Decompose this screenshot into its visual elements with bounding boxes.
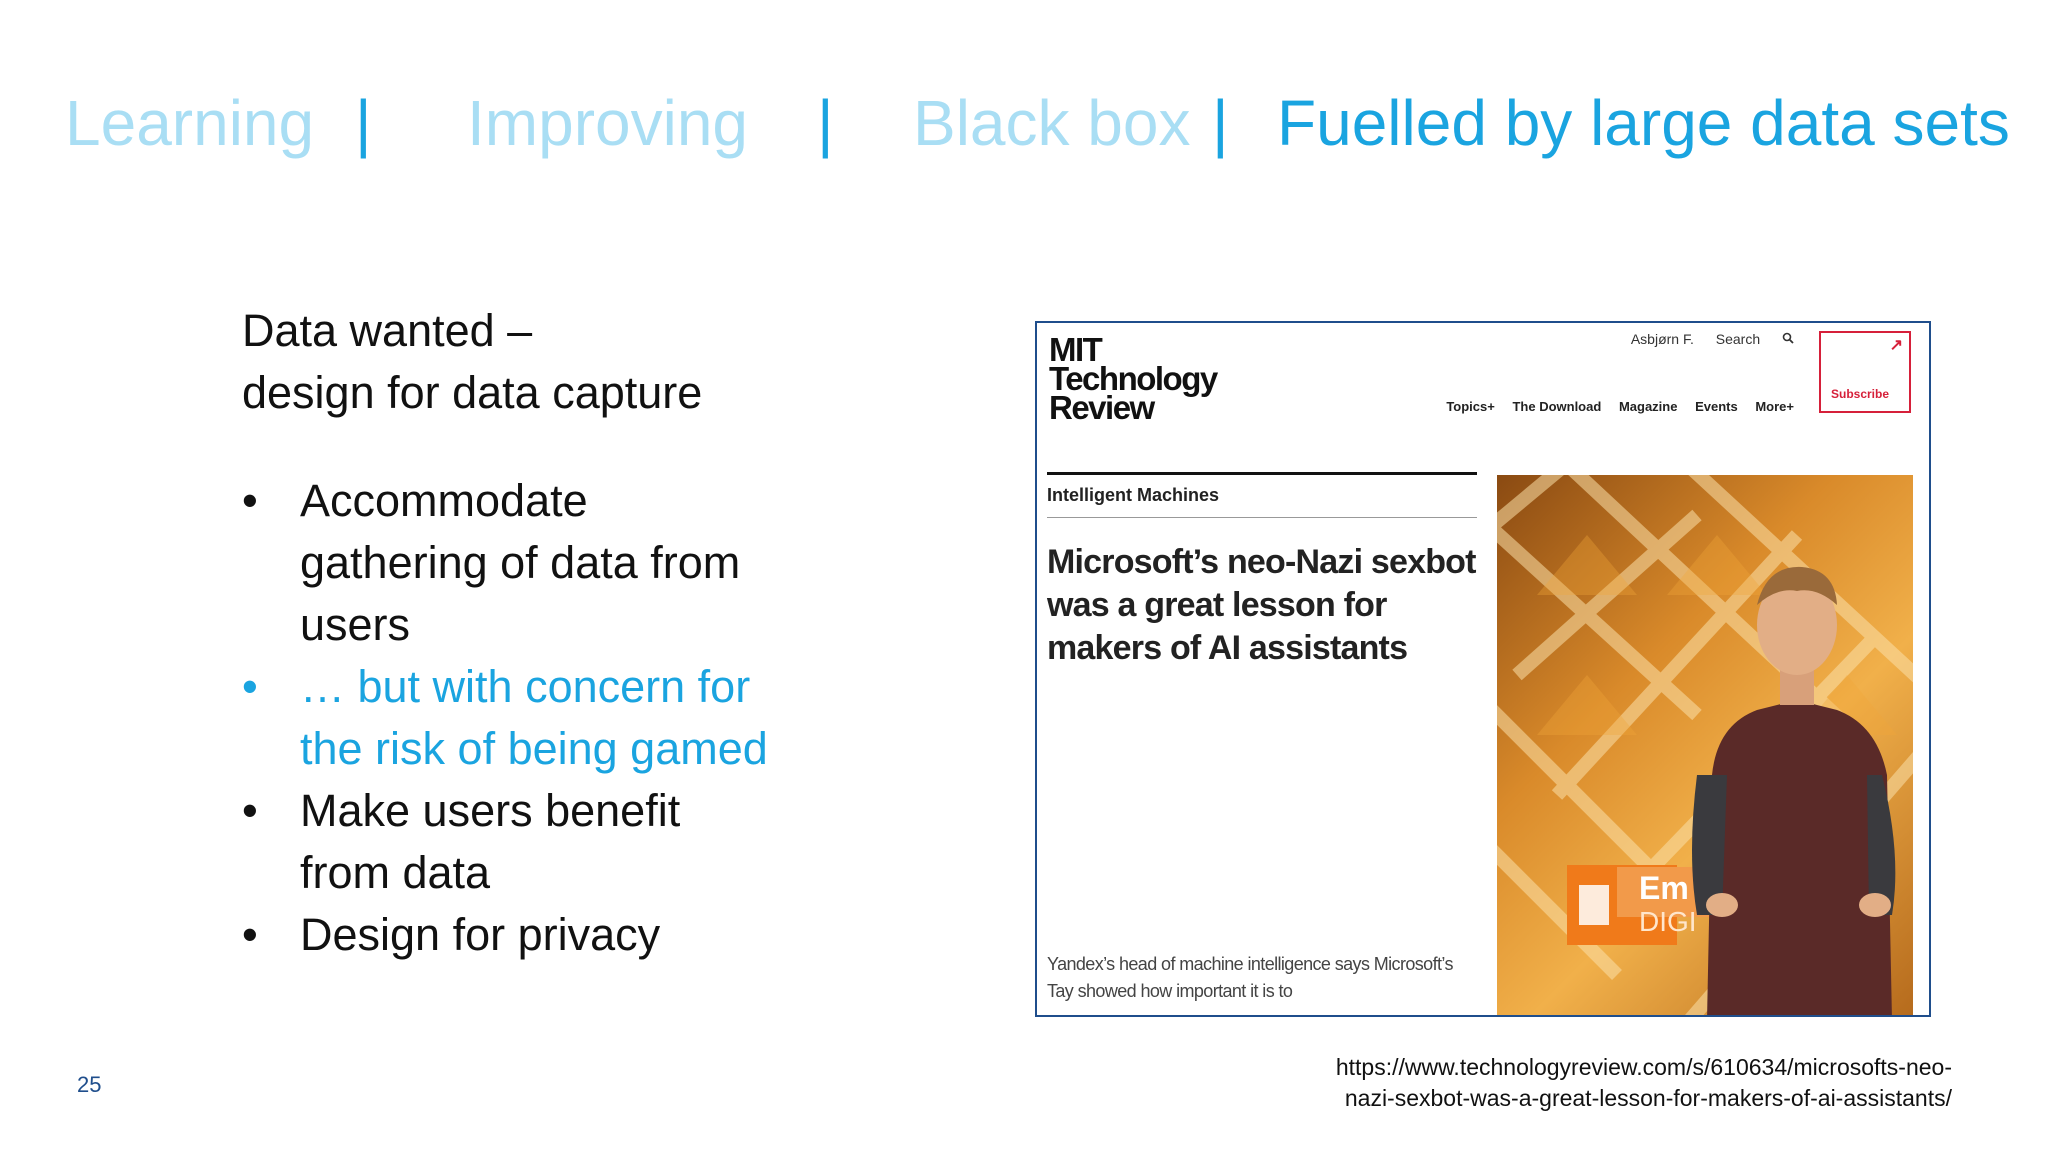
account-link[interactable]: Asbjørn F.: [1630, 331, 1694, 347]
mit-technology-review-logo: [1049, 331, 1217, 426]
arrow-up-right-icon: ↗: [1889, 337, 1903, 354]
header-item-fuelled-by-data: Fuelled by large data sets: [1277, 87, 2010, 159]
search-link[interactable]: Search: [1715, 331, 1761, 347]
stage-lattice-illustration: [1497, 475, 1913, 1017]
bullet-item: [242, 904, 782, 966]
bullet-text: … but with concern for the risk of being gamed: [300, 661, 768, 774]
photo-sign-subtext: DIGI: [1639, 906, 1697, 937]
logo-line: MIT: [1049, 331, 1102, 368]
header-separator: |: [1212, 87, 1229, 159]
citation-line: nazi-sexbot-was-a-great-lesson-for-makers-of-ai-assistants/: [1344, 1085, 1952, 1111]
article-photo: [1497, 475, 1913, 1017]
logo-line: Review: [1049, 389, 1154, 426]
section-label[interactable]: Intelligent Machines: [1047, 485, 1220, 505]
article-dek: Yandex’s head of machine intelligence says Microsoft’s Tay showed how important it is to: [1047, 954, 1453, 1001]
nav-more[interactable]: More+: [1755, 399, 1794, 414]
slide-subtitle: [242, 300, 702, 424]
header-separator: |: [355, 87, 372, 159]
source-citation[interactable]: [1336, 1052, 1952, 1114]
bullet-text: Make users benefit from data: [300, 785, 681, 898]
header-item-learning: Learning: [65, 87, 315, 159]
bullet-dot: •: [242, 909, 258, 960]
photo-sign-text: Em: [1639, 870, 1689, 906]
bullet-dot: •: [242, 475, 258, 526]
bullet-dot: •: [242, 785, 258, 836]
article-title[interactable]: Microsoft’s neo-Nazi sexbot was a great lesson for makers of AI assistants: [1047, 543, 1476, 667]
bullet-item: [242, 656, 782, 780]
nav-magazine[interactable]: Magazine: [1618, 399, 1678, 414]
divider: [1047, 472, 1477, 475]
search-icon: [1782, 331, 1794, 347]
bullet-text: Design for privacy: [300, 909, 661, 960]
article-screenshot: [1035, 321, 1931, 1017]
nav-the-download[interactable]: The Download: [1512, 399, 1602, 414]
bullet-item: [242, 470, 782, 656]
header-separator: |: [817, 87, 834, 159]
nav-topics[interactable]: Topics+: [1446, 399, 1495, 414]
bullet-item: [242, 780, 782, 904]
subtitle-line-1: Data wanted –: [242, 305, 533, 356]
section-header: [65, 78, 2010, 168]
header-item-black-box: Black box: [913, 87, 1191, 159]
logo-line: Technology: [1049, 360, 1217, 397]
bullet-list: [242, 470, 782, 966]
page-number: 25: [77, 1072, 102, 1097]
citation-line: https://www.technologyreview.com/s/610634/microsofts-neo-: [1335, 1054, 1952, 1080]
top-links: [1613, 331, 1794, 347]
bullet-dot: •: [242, 661, 258, 712]
nav-events[interactable]: Events: [1695, 399, 1738, 414]
bullet-text: Accommodate gathering of data from users: [300, 475, 741, 650]
site-nav: [1432, 399, 1794, 414]
subtitle-line-2: design for data capture: [242, 367, 703, 418]
header-item-improving: Improving: [467, 87, 748, 159]
divider: [1047, 517, 1477, 518]
subscribe-button[interactable]: [1819, 331, 1911, 413]
subscribe-label: Subscribe: [1831, 387, 1890, 401]
